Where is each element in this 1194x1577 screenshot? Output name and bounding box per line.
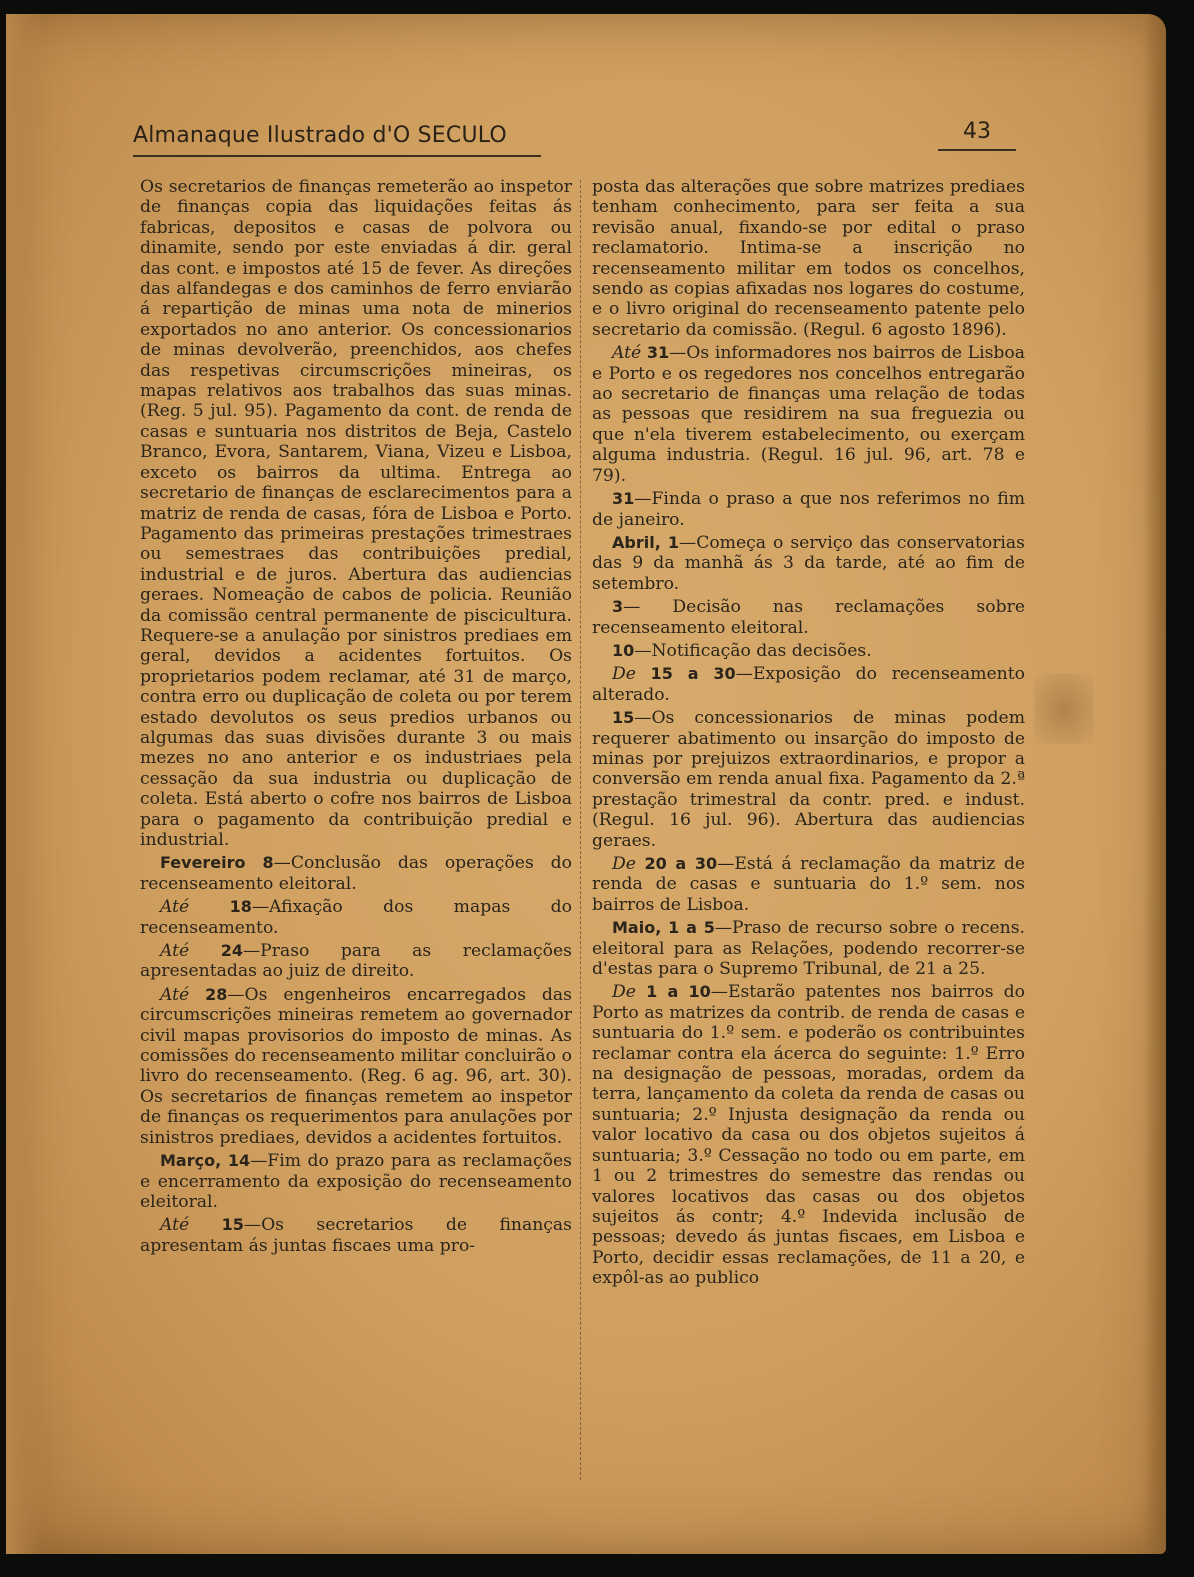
paragraph: [592, 664, 1025, 705]
entry-text: — Decisão nas reclamações sobre recenseamento eleitoral.: [592, 597, 1025, 638]
page-number-rule: [938, 149, 1016, 151]
paragraph: [592, 533, 1025, 594]
paper-stain: [1034, 674, 1094, 744]
paragraph: [140, 941, 572, 982]
entry-prefix: De: [612, 664, 651, 685]
entry-prefix: De: [612, 982, 647, 1003]
entry-text: —Conclusão das operações do recenseamento eleitoral.: [140, 853, 572, 894]
entry-date: 24: [220, 941, 243, 961]
entry-date: 3: [612, 597, 624, 617]
entry-text: —Exposição do recenseamento alterado.: [592, 664, 1026, 705]
entry-date: 20 a 30: [644, 854, 718, 873]
entry-date: Março, 14: [160, 1151, 251, 1171]
entry-prefix: Até: [160, 941, 221, 962]
entry-date: 15: [612, 708, 635, 728]
entry-prefix: Até: [160, 984, 206, 1005]
entry-date: 31: [612, 489, 635, 509]
page-header: [133, 115, 1043, 155]
entry-prefix: Até: [612, 343, 647, 364]
entry-date: 31: [646, 343, 670, 363]
paragraph: [140, 1215, 572, 1256]
header-rule: [133, 155, 541, 157]
entry-text: —Os engenheiros encarregados das circumscrições mineiras remetem ao governador civil mapas provisorios do imposto de minas. As comissões do recenseamento militar concluirão o livro do recenseamento. (Reg. 6 ag. 96, art. 30). Os secretarios de finanças remetem ao inspetor de finanças os requerimentos para anulações por sinistros prediaes, devidos a acidentes fortuitos.: [140, 984, 572, 1148]
entry-text: —Afixação dos mapas do recenseamento.: [140, 897, 572, 938]
page-number: 43: [963, 119, 991, 144]
entry-text: —Estarão patentes nos bairros do Porto as matrizes da contrib. de renda de casas e suntuaria do 1.º sem. e poderão os contribuintes reclamar contra ela ácerca do seguinte: 1.º Erro na designação de pessoas, moradas, ordem da terra, lançamento da coleta da renda de casas ou suntuaria; 2.º Injusta designação da renda ou valor locativo da casa ou dos objetos sujeitos á suntuaria; 3.º Cessação no todo ou em parte, em 1 ou 2 trimestres do semestre das rendas ou valores locativos das casas ou dos objetos sujeitos ás contr; 4.º Indevida inclusão de pessoas; devedo ás juntas fiscaes, em Lisboa e Porto, decidir essas reclamações, de 11 a 20, e expôl-as ao publico: [592, 982, 1025, 1289]
entry-date: 10: [612, 640, 635, 660]
entry-prefix: Até: [160, 1215, 222, 1236]
paragraph: [592, 489, 1025, 530]
left-column: [140, 177, 572, 1256]
right-column: [592, 177, 1025, 1289]
entry-date: Fevereiro 8: [160, 853, 274, 873]
paragraph: [592, 597, 1025, 638]
paragraph: [140, 1151, 572, 1212]
entry-prefix: Até: [160, 897, 230, 918]
entry-text: —Praso de recurso sobre o recens. eleitoral para as Relações, podendo recorrer-se d'estas para o Supremo Tribunal, de 21 a 25.: [592, 918, 1025, 980]
entry-text: —Os secretarios de finanças apresentam ás juntas fiscaes uma pro-: [140, 1215, 572, 1256]
paragraph: [592, 708, 1025, 851]
paragraph: [140, 853, 572, 894]
paragraph: Os secretarios de finanças remeterão ao inspetor de finanças copia das liquidações feitas ás fabricas, depositos e casas de polvora ou dinamite, sendo por este enviadas á dir. geral das cont. e impostos até 15 de fever. As direções das alfandegas e dos caminhos de ferro enviarão á repartição de minas uma nota de minerios exportados no ano anterior. Os concessionarios de minas devolverão, preenchidos, aos chefes das respetivas circumscrições mineiras, os mapas relativos aos trabalhos das suas minas. (Reg. 5 jul. 95). Pagamento da cont. de renda de casas e suntuaria nos distritos de Beja, Castelo Branco, Evora, Santarem, Viana, Vizeu e Lisboa, exceto os bairros da ultima. Entrega ao secretario de finanças de esclarecimentos para a matriz de renda de casas, fóra de Lisboa e Porto. Pagamento das primeiras prestações trimestraes ou semestraes das contribuições predial, industrial e de juros. Abertura das audiencias geraes. Nomeação de cabos de policia. Reunião da comissão central permanente de piscicultura. Requere-se a anulação por sinistros prediaes em geral, devidos a acidentes fortuitos. Os proprietarios podem reclamar, até 31 de março, contra erro ou duplicação de coleta ou por terem estado devolutos os seus predios urbanos ou algumas das suas divisões durante 3 ou mais mezes no ano anterior e os industriaes pela cessação da sua industria ou duplicação de coleta. Está aberto o cofre nos bairros de Lisboa para o pagamento da contribuição predial e industrial.: [140, 177, 572, 850]
entry-date: Maio, 1 a 5: [612, 918, 715, 938]
entry-text: —Os informadores nos bairros de Lisboa e Porto e os regedores nos concelhos entregarão ao secretario de finanças uma relação de todas as pessoas que residirem na sua freguezia ou que n'ela tiverem estabelecimento, ou exerçam alguma industria. (Regul. 16 jul. 96, art. 78 e 79).: [592, 343, 1025, 486]
entry-date: 28: [205, 984, 228, 1004]
paragraph: [592, 918, 1025, 979]
entry-text: —Fim do prazo para as reclamações e encerramento da exposição do recenseamento eleitoral.: [140, 1151, 573, 1212]
paragraph: [592, 343, 1025, 486]
entry-text: —Os concessionarios de minas podem requerer abatimento ou insarção do imposto de minas por prejuizos extraordinarios, e propor a conversão em renda anual fixa. Pagamento da 2.ª prestação trimestral da contr. pred. e indust. (Regul. 16 jul. 96). Abertura das audiencias geraes.: [592, 708, 1025, 851]
entry-text: —Praso para as reclamações apresentadas ao juiz de direito.: [140, 941, 572, 982]
entry-date: 1 a 10: [646, 982, 711, 1002]
entry-date: 15 a 30: [650, 664, 736, 684]
entry-text: —Está á reclamação da matriz de renda de casas e suntuaria do 1.º sem. nos bairros de Lisboa.: [592, 854, 1025, 915]
paragraph: [140, 897, 572, 938]
entry-prefix: De: [612, 854, 645, 874]
paragraph: [592, 854, 1025, 915]
entry-date: 15: [221, 1215, 244, 1235]
paragraph: [592, 982, 1025, 1288]
running-title: Almanaque Ilustrado d'O SECULO: [133, 123, 507, 148]
page-gutter: [6, 14, 44, 1554]
entry-text: —Notificação das decisões.: [634, 640, 872, 661]
entry-text: —Começa o serviço das conservatorias das 9 da manhã ás 3 da tarde, até ao fim de setembro.: [592, 532, 1025, 594]
entry-date: 18: [229, 897, 252, 917]
column-divider: [580, 180, 582, 1480]
paragraph: [140, 985, 572, 1148]
paragraph: posta das alterações que sobre matrizes prediaes tenham conhecimento, para ser feita a sua revisão anual, fixando-se por edital o praso reclamatorio. Intima-se a inscrição no recenseamento militar em todos os concelhos, sendo as copias afixadas nos logares do costume, e o livro original do recenseamento patente pelo secretario da comissão. (Regul. 6 agosto 1896).: [592, 177, 1025, 340]
entry-text: —Finda o praso a que nos referimos no fim de janeiro.: [592, 489, 1025, 530]
paragraph: [592, 641, 1025, 661]
page-edge: [1144, 14, 1166, 1554]
entry-date: Abril, 1: [612, 532, 679, 552]
